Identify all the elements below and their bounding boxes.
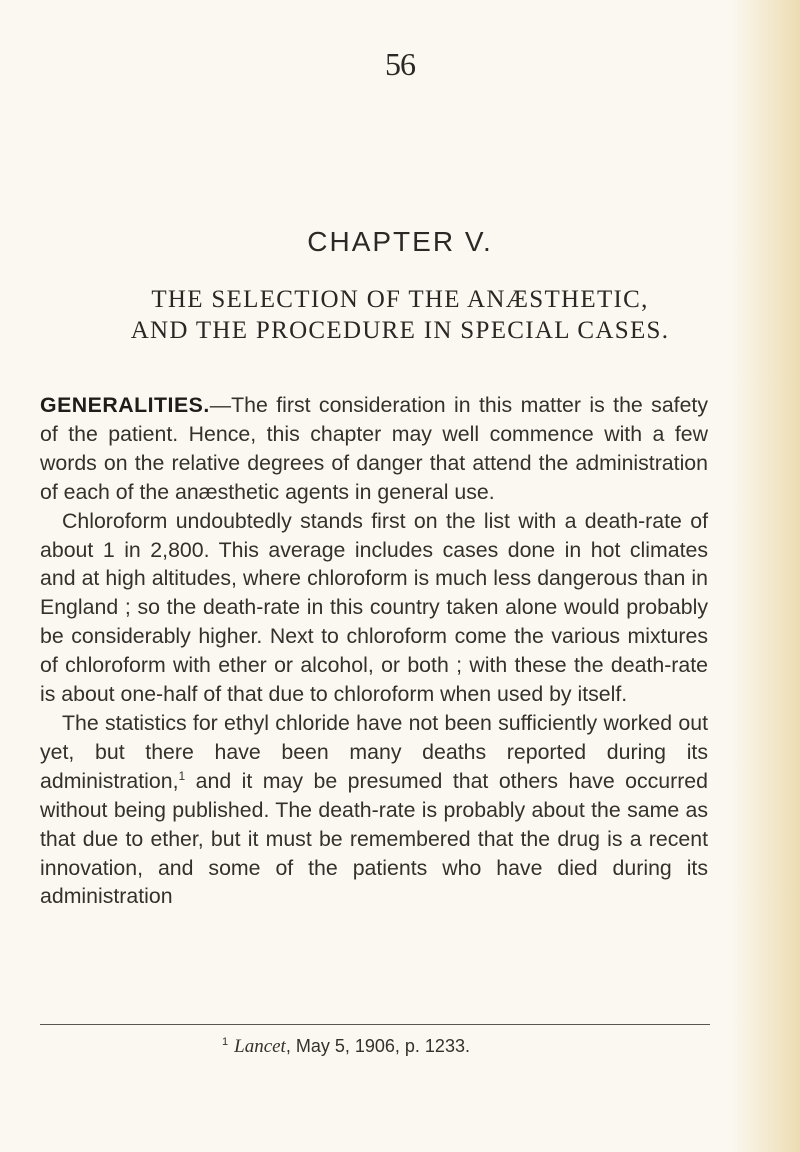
chapter-title-line: AND THE PROCEDURE IN SPECIAL CASES. (130, 317, 670, 344)
section-lead: GENERALITIES. (40, 393, 210, 417)
paragraph-text: and it may be presumed that others have occurred without being published. The death-rate is probably about the same as that due to ether, but it must be remembered that the drug is a recent innovation, and some of the patients who have died during its administration (40, 768, 708, 909)
footnote (222, 1036, 470, 1058)
page-edge-shading (730, 0, 800, 1152)
paragraph (40, 391, 708, 507)
footnote-reference[interactable]: 1 (178, 768, 186, 783)
footnote-details: , May 5, 1906, p. 1233. (285, 1036, 470, 1056)
chapter-heading: CHAPTER V. (307, 226, 493, 257)
footnote-divider (40, 1024, 710, 1025)
chapter-title-line: THE SELECTION OF THE ANÆSTHETIC, (151, 286, 649, 313)
page-number: 56 (385, 46, 415, 82)
footnote-source: Lancet (234, 1036, 286, 1057)
paragraph-text: The statistics for ethyl chloride have not been sufficiently worked out yet, but there have been many deaths reported during its administration, (40, 710, 708, 793)
footnote-mark: 1 (222, 1036, 229, 1048)
paragraph (40, 709, 708, 911)
paragraph: Chloroform undoubtedly stands first on the list with a death-rate of about 1 in 2,800. This average includes cases done in hot climates and at high altitudes, where chloroform is much less dangerous than in England ; so the death-rate in this country taken alone would probably be considerably higher. Next to chloroform come the various mixtures of chloroform with ether or alcohol, or both ; with these the death-rate is about one-half of that due to chloroform when used by itself. (40, 508, 708, 707)
body-text (40, 391, 708, 911)
chapter-title (0, 284, 800, 346)
paragraph-text: —The first consideration in this matter is the safety of the patient. Hence, this chapter may well commence with a few words on the relative degrees of danger that attend the administration of each of the anæsthetic agents in general use. (40, 393, 708, 504)
